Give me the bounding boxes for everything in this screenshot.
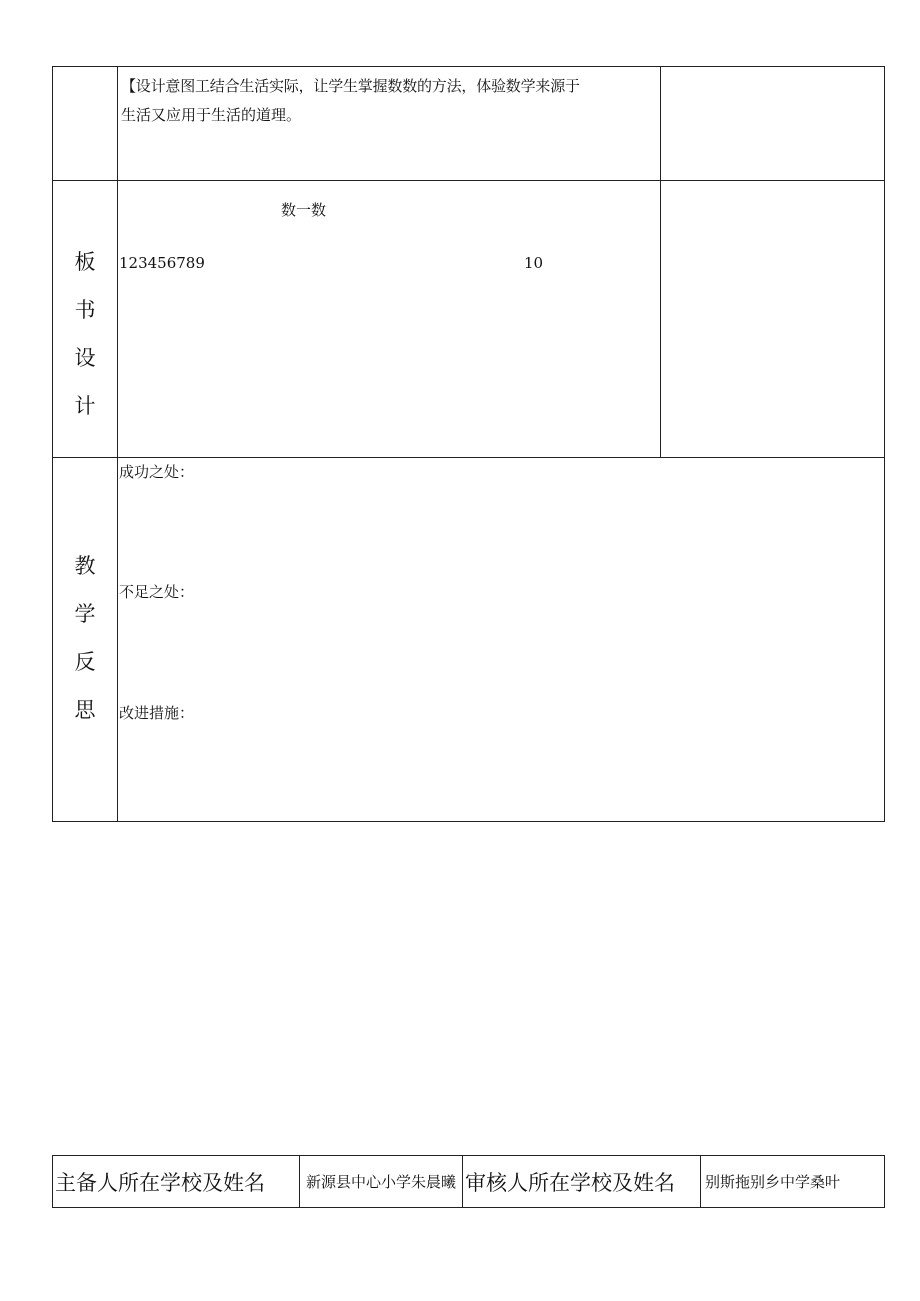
label-char: 板 [74, 250, 96, 274]
label-char: 书 [74, 298, 96, 322]
table-border-right [884, 66, 885, 822]
footer-border-bottom [52, 1207, 885, 1208]
footer-border-right [884, 1155, 885, 1208]
label-char: 思 [74, 698, 96, 722]
preparer-label: 主备人所在学校及姓名 [55, 1170, 265, 1195]
label-char: 设 [74, 346, 96, 370]
label-char: 学 [74, 602, 96, 626]
table-border-bottom [52, 821, 885, 822]
label-char: 反 [74, 650, 96, 674]
design-intent-line-1: 【设计意图工结合生活实际，让学生掌握数数的方法，体验数学来源于 [121, 77, 580, 95]
improvement-heading: 改进措施： [119, 704, 195, 722]
notes-column-divider [660, 66, 661, 458]
label-column-divider [117, 66, 118, 822]
board-title: 数一数 [281, 201, 327, 219]
preparer-value: 新源县中心小学朱晨曦 [305, 1172, 456, 1191]
board-numbers-right: 10 [524, 254, 544, 272]
row-divider-2 [52, 457, 885, 458]
row-divider-1 [52, 180, 885, 181]
reviewer-value: 别斯拖别乡中学桑叶 [705, 1172, 841, 1191]
label-char: 计 [74, 394, 96, 418]
success-heading: 成功之处： [119, 463, 195, 481]
reflection-label [53, 542, 117, 734]
shortcoming-heading: 不足之处： [119, 583, 195, 601]
design-intent-line-2: 生活又应用于生活的道理。 [121, 106, 302, 124]
label-char: 教 [74, 554, 96, 578]
reviewer-label: 审核人所在学校及姓名 [465, 1170, 675, 1195]
table-border-top [52, 66, 885, 67]
board-numbers-left: 123456789 [119, 254, 205, 272]
board-design-label [53, 238, 117, 430]
